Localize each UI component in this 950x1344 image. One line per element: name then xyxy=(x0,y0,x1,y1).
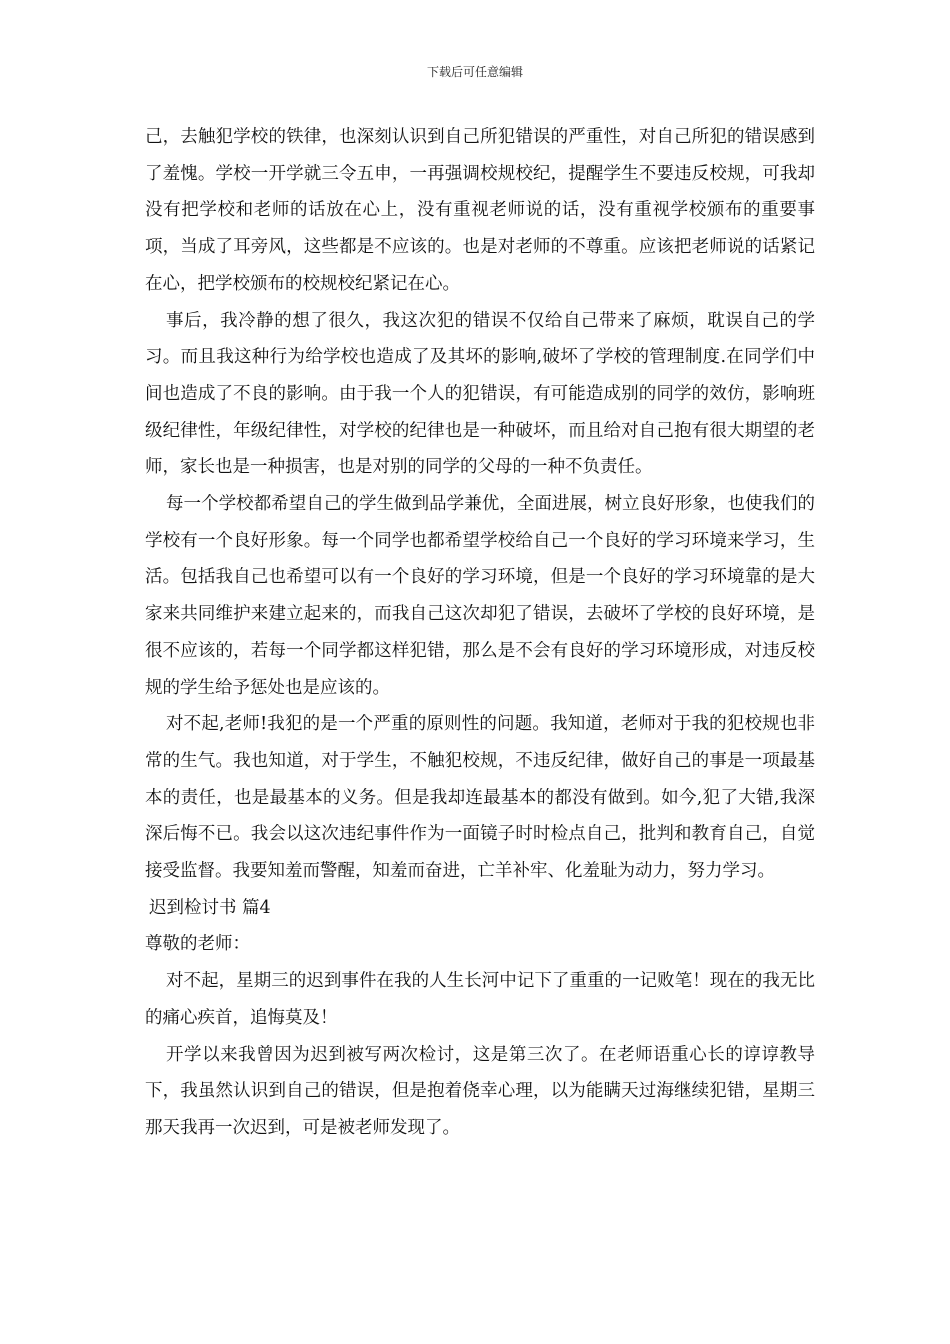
page-header: 下载后可任意编辑 xyxy=(426,65,523,79)
paragraph-consequences: 事后，我冷静的想了很久，我这次犯的错误不仅给自己带来了麻烦，耽误自己的学习。而且我这种行为给学校也造成了及其坏的影响,破坏了学校的管理制度.在同学们中间也造成了不良的影响。由于我一个人的犯错误，有可能造成别的同学的效仿，影响班级纪律性，年级纪律性，对学校的纪律也是一种破坏，而且给对自己抱有很大期望的老师，家长也是一种损害，也是对别的同学的父母的一种不负责任。 xyxy=(145,310,815,478)
section-heading: 迟到检讨书 篇4 xyxy=(149,897,271,918)
paragraph-late-apology: 对不起，星期三的迟到事件在我的人生长河中记下了重重的一记败笔！现在的我无比的痛心疾首，追悔莫及！ xyxy=(145,971,815,1028)
paragraph-school-environment: 每一个学校都希望自己的学生做到品学兼优，全面进展，树立良好形象，也使我们的学校有一个良好形象。每一个同学也都希望学校给自己一个良好的学习环境来学习，生活。包括我自己也希望可以有一个良好的学习环境，但是一个良好的学习环境靠的是大家来共同维护来建立起来的，而我自己这次却犯了错误，去破坏了学校的良好环境，是很不应该的，若每一个同学都这样犯错，那么是不会有良好的学习环境形成，对违反校规的学生给予惩处也是应该的。 xyxy=(145,494,815,698)
paragraph-late-history: 开学以来我曾因为迟到被写两次检讨，这是第三次了。在老师语重心长的谆谆教导下，我虽然认识到自己的错误，但是抱着侥幸心理，以为能瞒天过海继续犯错，星期三那天我再一次迟到，可是被老师发现了。 xyxy=(145,1044,815,1138)
paragraph-apology: 对不起,老师!我犯的是一个严重的原则性的问题。我知道，老师对于我的犯校规也非常的生气。我也知道，对于学生，不触犯校规，不违反纪律，做好自己的事是一项最基本的责任，也是最基本的义务。但是我却连最基本的都没有做到。如今,犯了大错,我深深后悔不已。我会以这次违纪事件作为一面镜子时时检点自己，批判和教育自己，自觉接受监督。我要知羞而警醒，知羞而奋进，亡羊补牢、化羞耻为动力，努力学习。 xyxy=(145,714,815,882)
document-body xyxy=(145,119,815,1147)
salutation: 尊敬的老师： xyxy=(145,934,250,955)
paragraph-continuation: 己，去触犯学校的铁律，也深刻认识到自己所犯错误的严重性，对自己所犯的错误感到了羞愧。学校一开学就三令五申，一再强调校规校纪，提醒学生不要违反校规，可我却没有把学校和老师的话放在心上，没有重视老师说的话，没有重视学校颁布的重要事项，当成了耳旁风，这些都是不应该的。也是对老师的不尊重。应该把老师说的话紧记在心，把学校颁布的校规校纪紧记在心。 xyxy=(145,127,815,294)
